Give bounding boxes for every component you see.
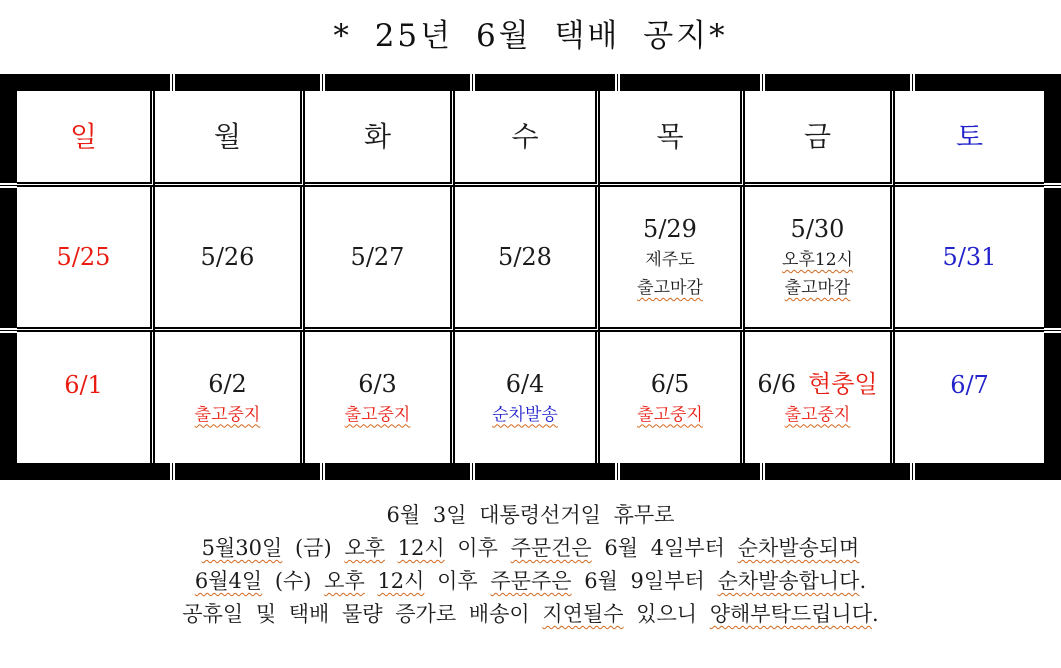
day-cell (745, 187, 895, 332)
notice-text: 6월 9일부터 (571, 569, 718, 593)
day-cell (745, 332, 895, 463)
notice-text (365, 569, 378, 593)
weekday-header-cell (745, 91, 895, 187)
notice-word-squiggle: 12시 (397, 536, 445, 560)
date-label: 6/3 (358, 369, 397, 398)
date-label: 6/5 (650, 369, 690, 398)
day-cell (600, 187, 745, 332)
date-line (643, 214, 697, 244)
notice-text: . (872, 602, 879, 626)
notice-text: 6월 3일 대통령선거일 휴무로 (386, 503, 675, 527)
note-label: 출고중지 (194, 404, 261, 425)
notice-text: 있으니 (623, 602, 710, 626)
date-label: 5/28 (498, 243, 552, 271)
day-cell (455, 332, 600, 463)
notice-text (385, 536, 398, 560)
weekday-header-cell (17, 91, 155, 187)
note-label: 출고마감 (637, 278, 703, 298)
date-label: 5/31 (942, 243, 997, 271)
notice-word-squiggle: 순차발송되며 (737, 536, 860, 560)
date-line (757, 369, 877, 399)
date-label: 5/29 (643, 215, 697, 243)
weekday-label: 일 (69, 119, 98, 153)
date-line (651, 369, 690, 399)
notice-word-squiggle: 6월4일 (194, 569, 263, 593)
date-line (498, 242, 552, 272)
note-label: 순차발송 (492, 404, 558, 425)
border-notch (470, 74, 475, 91)
date-label: 5/30 (790, 215, 845, 243)
weekday-header-cell (305, 91, 455, 187)
day-cell (895, 332, 1044, 463)
weekday-header-cell (455, 91, 600, 187)
notice-text: . (859, 569, 867, 593)
border-notch (170, 74, 175, 91)
border-notch (760, 74, 765, 91)
notice-line (0, 598, 1061, 631)
day-cell (155, 187, 305, 332)
border-notch (760, 463, 765, 480)
notice-line (0, 499, 1061, 532)
date-line (943, 242, 997, 272)
notice-word-squiggle: 주문주은 (490, 569, 572, 593)
notice-line (0, 565, 1061, 598)
note-label: 제주도 (645, 250, 695, 270)
date-line (57, 242, 111, 272)
day-cell (455, 187, 600, 332)
day-cell (17, 332, 155, 463)
border-notch (615, 463, 620, 480)
notice-word-squiggle: 오후 (344, 536, 385, 560)
delivery-calendar-table (0, 74, 1061, 480)
date-label: 6/7 (950, 370, 989, 399)
weekday-label: 월 (213, 119, 242, 153)
notice-word-squiggle: 순차발송합니다 (717, 569, 860, 593)
notice-word-squiggle: 주문건은 (510, 536, 592, 560)
weekday-label: 수 (511, 119, 539, 153)
note-label: 출고중지 (344, 404, 411, 425)
footer-notice (0, 499, 1061, 631)
date-line (950, 370, 989, 400)
notice-text: (금) (282, 536, 345, 560)
border-notch (0, 183, 17, 188)
date-line (64, 370, 103, 400)
notice-line (0, 532, 1061, 565)
date-label: 5/25 (56, 243, 111, 271)
date-line (208, 369, 247, 399)
date-label: 6/6 (757, 369, 797, 398)
border-notch (615, 74, 620, 91)
weekday-label: 금 (803, 119, 832, 153)
notice-word-squiggle: 12시 (377, 569, 425, 593)
notice-word-squiggle: 양해부탁드립니다 (709, 602, 873, 626)
notice-text: 6월 4일부터 (591, 536, 738, 560)
note-label: 출고중지 (637, 404, 703, 425)
day-cell (305, 332, 455, 463)
date-label: 6/2 (208, 369, 247, 398)
date-label: 6/1 (64, 370, 103, 399)
note-label: 출고마감 (784, 278, 851, 298)
page-title: * 25년 6월 택배 공지* (333, 18, 728, 54)
notice-text: 이후 (424, 569, 491, 593)
border-notch (320, 463, 325, 480)
calendar-grid (17, 91, 1044, 463)
notice-word-squiggle: 지연될수 (542, 602, 624, 626)
day-cell (17, 187, 155, 332)
notice-text: (수) (262, 569, 325, 593)
date-line (201, 242, 255, 272)
weekday-header-cell (155, 91, 305, 187)
date-line (791, 214, 845, 244)
weekday-label: 목 (656, 119, 684, 153)
weekday-header-cell (895, 91, 1044, 187)
notice-word-squiggle: 5월30일 (201, 536, 283, 560)
day-cell (155, 332, 305, 463)
notice-text: 이후 (444, 536, 511, 560)
day-cell (305, 187, 455, 332)
note-label: 오후12시 (782, 250, 853, 270)
notice-text: 공휴일 및 택배 물량 증가로 배송이 (182, 602, 543, 626)
date-label: 5/27 (350, 243, 405, 271)
holiday-label: 현충일 (808, 369, 878, 398)
border-notch (470, 463, 475, 480)
date-line (351, 242, 405, 272)
border-notch (170, 463, 175, 480)
weekday-label: 토 (955, 119, 984, 153)
weekday-header-cell (600, 91, 745, 187)
date-label: 5/26 (200, 243, 255, 271)
note-label: 출고중지 (784, 404, 851, 425)
date-line (506, 369, 545, 399)
border-notch (1044, 328, 1061, 333)
border-notch (910, 74, 915, 91)
weekday-label: 화 (363, 119, 392, 153)
day-cell (895, 187, 1044, 332)
border-notch (320, 74, 325, 91)
notice-word-squiggle: 오후 (324, 569, 365, 593)
date-label: 6/4 (505, 369, 545, 398)
border-notch (1044, 183, 1061, 188)
border-notch (0, 328, 17, 333)
date-line (358, 369, 397, 399)
border-notch (910, 463, 915, 480)
day-cell (600, 332, 745, 463)
